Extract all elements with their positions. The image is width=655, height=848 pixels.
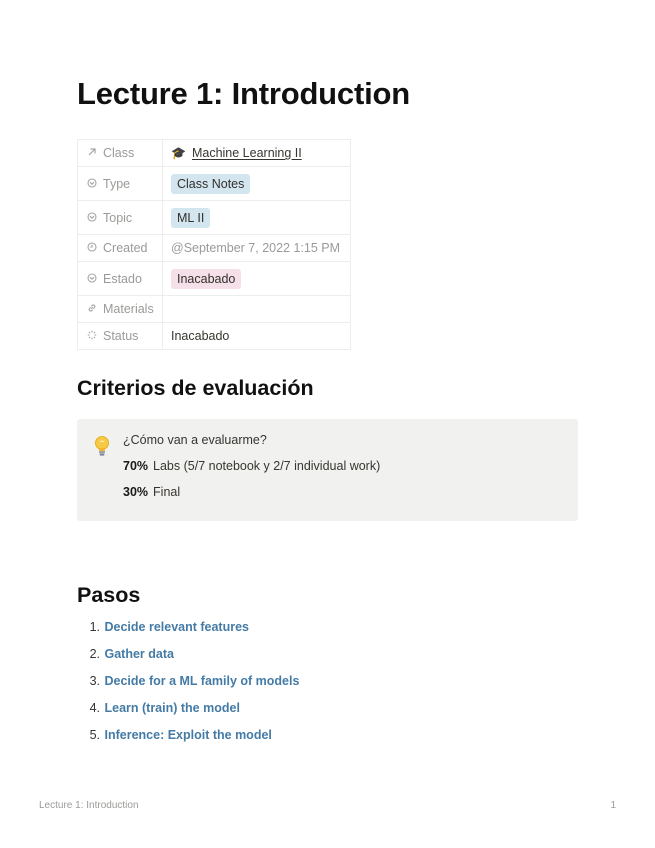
criterios-heading: Criterios de evaluación	[77, 376, 314, 400]
step-number: 2.	[89, 647, 100, 661]
lightbulb-icon	[93, 435, 111, 459]
property-row-topic	[78, 201, 351, 235]
step-link[interactable]: Inference: Exploit the model	[104, 728, 272, 742]
list-item	[77, 617, 299, 644]
property-label: Materials	[103, 302, 154, 316]
step-number: 4.	[89, 701, 100, 715]
estado-tag[interactable]: Inacabado	[171, 269, 241, 289]
criterion-item	[123, 459, 380, 473]
criterion-text: Final	[153, 485, 181, 499]
page-number: 1	[610, 800, 616, 811]
steps-list	[77, 617, 299, 752]
property-label: Estado	[103, 271, 142, 286]
list-item	[77, 698, 299, 725]
step-link[interactable]: Decide for a ML family of models	[104, 674, 300, 688]
criterion-item	[123, 485, 180, 499]
step-number: 5.	[89, 728, 100, 742]
property-row-materials	[78, 296, 351, 323]
criterion-percent: 30%	[123, 485, 149, 499]
topic-tag[interactable]: ML II	[171, 208, 210, 228]
list-item	[77, 725, 299, 752]
page-title: Lecture 1: Introduction	[77, 76, 410, 111]
property-row-estado	[78, 262, 351, 296]
property-row-class	[78, 140, 351, 167]
list-item	[77, 671, 299, 698]
materials-value[interactable]	[163, 296, 351, 323]
select-icon	[86, 273, 98, 286]
property-label: Topic	[103, 210, 133, 225]
status-value: Inacabado	[171, 329, 230, 343]
property-label: Type	[103, 176, 131, 191]
property-label: Class	[103, 146, 135, 160]
step-link[interactable]: Gather data	[104, 647, 174, 661]
step-link[interactable]: Decide relevant features	[104, 620, 249, 634]
list-item	[77, 644, 299, 671]
select-icon	[86, 212, 98, 225]
link-icon	[86, 303, 98, 316]
type-tag[interactable]: Class Notes	[171, 174, 250, 194]
created-date: @September 7, 2022 1:15 PM	[171, 241, 341, 255]
property-row-type	[78, 167, 351, 201]
graduation-cap-icon: 🎓	[171, 146, 186, 160]
footer-title: Lecture 1: Introduction	[39, 800, 139, 811]
arrow-up-right-icon	[86, 147, 98, 160]
class-link[interactable]: Machine Learning II	[191, 146, 302, 160]
step-number: 1.	[89, 620, 100, 634]
callout-question: ¿Cómo van a evaluarme?	[123, 433, 267, 447]
property-row-status	[78, 323, 351, 350]
criterion-text: Labs (5/7 notebook y 2/7 individual work)	[153, 459, 381, 473]
step-link[interactable]: Learn (train) the model	[104, 701, 240, 715]
step-number: 3.	[89, 674, 100, 688]
select-icon	[86, 178, 98, 191]
property-row-created	[78, 235, 351, 262]
criterion-percent: 70%	[123, 459, 149, 473]
pasos-heading: Pasos	[77, 583, 141, 607]
properties-table	[77, 139, 351, 350]
property-label: Created	[103, 241, 148, 255]
clock-icon	[86, 242, 98, 255]
status-icon	[86, 330, 98, 343]
property-label: Status	[103, 329, 139, 343]
evaluation-callout	[77, 419, 578, 521]
